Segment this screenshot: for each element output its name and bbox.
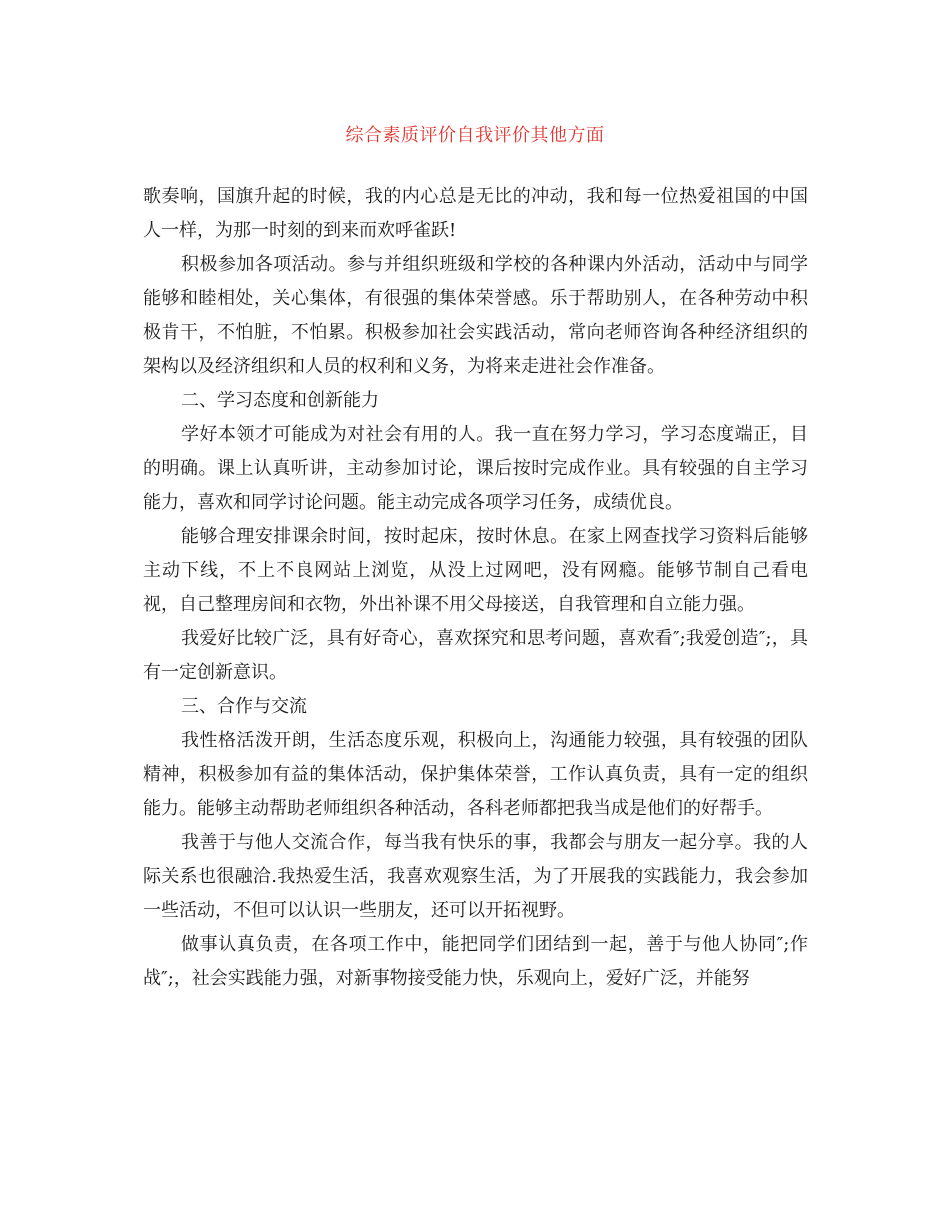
section-heading: 二、学习态度和创新能力 xyxy=(181,390,379,411)
paragraph: 能够合理安排课余时间，按时起床，按时休息。在家上网查找学习资料后能够主动下线，不上不良网站上浏览，从没上过网吧，没有网瘾。能够节制自己看电视，自己整理房间和衣物，外出补课不用父母接送，自我管理和自立能力强。 xyxy=(143,526,808,615)
paragraph: 积极参加各项活动。参与并组织班级和学校的各种课内外活动，活动中与同学能够和睦相处，关心集体，有很强的集体荣誉感。乐于帮助别人，在各种劳动中积极肯干，不怕脏，不怕累。积极参加社会实践活动，常向老师咨询各种经济组织的架构以及经济组织和人员的权利和义务，为将来走进社会作准备。 xyxy=(143,254,808,377)
paragraph: 学好本领才可能成为对社会有用的人。我一直在努力学习，学习态度端正，目的明确。课上认真听讲，主动参加讨论，课后按时完成作业。具有较强的自主学习能力，喜欢和同学讨论问题。能主动完成各项学习任务，成绩优良。 xyxy=(143,424,808,513)
paragraph: 我爱好比较广泛，具有好奇心，喜欢探究和思考问题，喜欢看″;我爱创造″;，具有一定创新意识。 xyxy=(143,628,808,683)
document-body xyxy=(143,180,808,996)
paragraph: 我性格活泼开朗，生活态度乐观，积极向上，沟通能力较强，具有较强的团队精神，积极参加有益的集体活动，保护集体荣誉，工作认真负责，具有一定的组织能力。能够主动帮助老师组织各种活动，各科老师都把我当成是他们的好帮手。 xyxy=(143,730,808,819)
document-title: 综合素质评价自我评价其他方面 xyxy=(345,125,605,146)
paragraph: 歌奏响，国旗升起的时候，我的内心总是无比的冲动，我和每一位热爱祖国的中国人一样，为那一时刻的到来而欢呼雀跃! xyxy=(143,186,808,241)
paragraph: 做事认真负责，在各项工作中，能把同学们团结到一起，善于与他人协同″;作战″;，社会实践能力强，对新事物接受能力快，乐观向上，爱好广泛，并能努 xyxy=(143,934,808,989)
section-heading: 三、合作与交流 xyxy=(181,696,307,717)
paragraph: 我善于与他人交流合作，每当我有快乐的事，我都会与朋友一起分享。我的人际关系也很融洽.我热爱生活，我喜欢观察生活，为了开展我的实践能力，我会参加一些活动，不但可以认识一些朋友，还可以开拓视野。 xyxy=(143,832,808,921)
